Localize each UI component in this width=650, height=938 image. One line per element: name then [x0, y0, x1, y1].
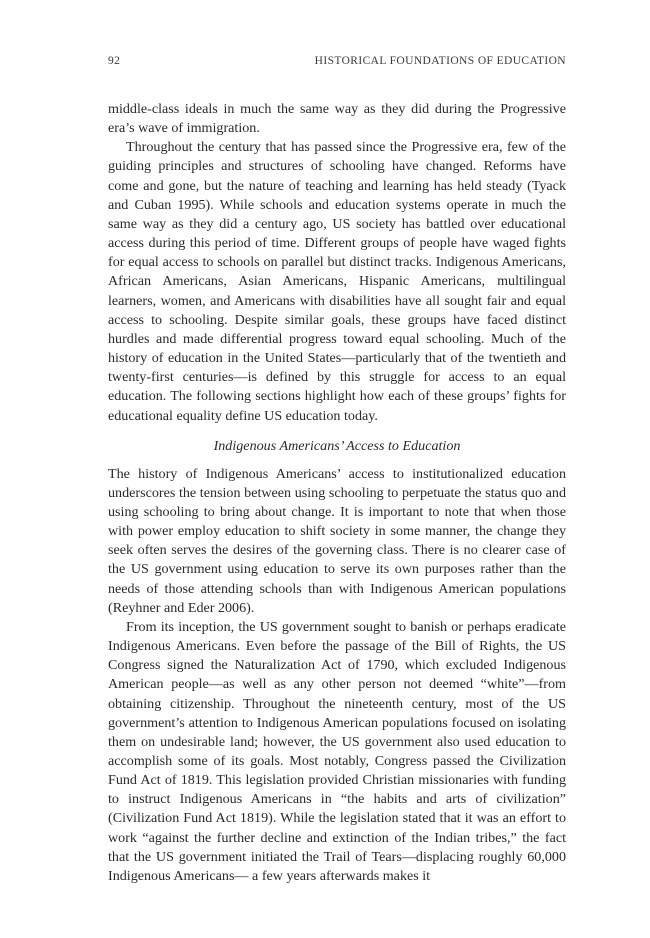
paragraph-continued: middle-class ideals in much the same way as they did during the Progressive era’s wave of immigration. — [108, 101, 566, 137]
section-heading: Indigenous Americans’ Access to Education — [213, 437, 461, 454]
running-head-title: HISTORICAL FOUNDATIONS OF EDUCATION — [314, 55, 566, 67]
paragraph-progressive-era: Throughout the century that has passed since the Progressive era, few of the guiding principles and structures of schooling have changed. Reforms have come and gone, but the nature of teaching and learning has held steady (Tyack and Cuban 1995). While schools and education systems operate in much the same way as they did a century ago, US society has battled over educational access during this period of time. Different groups of people have waged fights for equal access to schools on parallel but distinct tracks. Indigenous Americans, African Americans, Asian Americans, Hispanic Americans, multilingual learners, women, and Americans with disabilities have all sought fair and equal access to schooling. Despite similar goals, these groups have faced distinct hurdles and made differential progress toward equal schooling. Much of the history of education in the United States—particularly that of the twentieth and twenty-first centuries—is defined by this struggle for access to an equal education. The following sections highlight how each of these groups’ fights for educational equality define US education today. — [108, 139, 566, 424]
running-head — [108, 55, 566, 71]
body-text — [108, 100, 566, 886]
paragraph-indigenous-history: The history of Indigenous Americans’ access to institutionalized education underscores the tension between using schooling to perpetuate the status quo and using schooling to bring about change. It is important to note that when those with power employ education to shift society in some manner, the change they seek often serves the desires of the governing class. There is no clearer case of the US government using education to serve its own purposes rather than the needs of those attending schools than with Indigenous American populations (Reyhner and Eder 2006). — [108, 465, 566, 616]
page-number: 92 — [108, 55, 121, 67]
paragraph-inception: From its inception, the US government sought to banish or perhaps eradicate Indigenous Americans. Even before the passage of the Bill of Rights, the US Congress signed the Naturalization Act of 1790, which excluded Indigenous American people—as well as any other person not deemed “white”—from obtaining citizenship. Throughout the nineteenth century, most of the US government’s attention to Indigenous American populations focused on isolating them on undesirable land; however, the US government also used education to accomplish some of its goals. Most notably, Congress passed the Civilization Fund Act of 1819. This legislation provided Christian missionaries with funding to instruct Indigenous Americans in “the habits and arts of civilization” (Civilization Fund Act 1819). While the legislation stated that it was an effort to work “against the further decline and extinction of the Indian tribes,” the fact that the US government initiated the Trail of Tears—displacing roughly 60,000 Indigenous Americans— a few years afterwards makes it — [108, 618, 566, 884]
